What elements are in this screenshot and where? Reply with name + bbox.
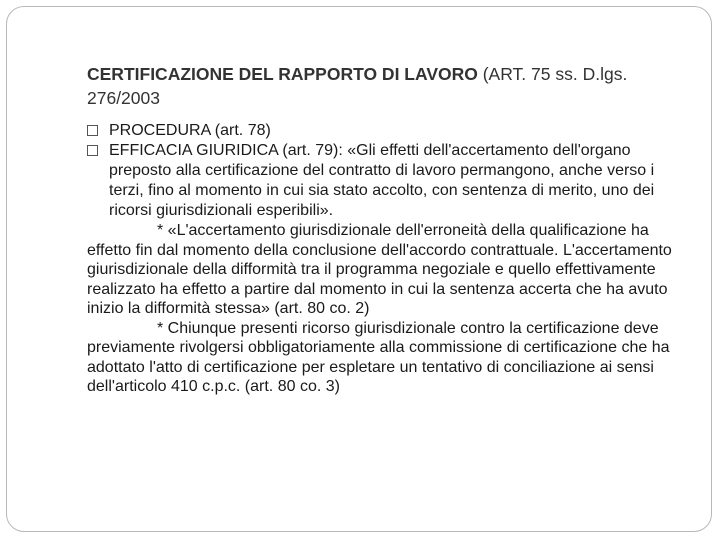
bullet-text: PROCEDURA (art. 78) [109, 122, 271, 139]
bullet-item-efficacia [87, 141, 687, 221]
bullet-item-procedura [87, 121, 687, 141]
slide-content [87, 62, 687, 397]
slide-title-reference: (ART. 75 ss. D.lgs. 276/2003 [87, 64, 628, 108]
square-bullet-icon [87, 145, 98, 156]
bullet-text: EFFICACIA GIURIDICA (art. 79): «Gli effetti dell'accertamento dell'organo preposto alla certificazione del contratto di lavoro permangono, anche verso i terzi, fino al momento in cui sia stato accolto, con sentenza di merito, uno dei ricorsi giurisdizionali esperibili». [109, 142, 655, 219]
paragraph-ricorso: * Chiunque presenti ricorso giurisdizionale contro la certificazione deve previamente rivolgersi obbligatoriamente alla commissione di certificazione che ha adottato l'atto di certificazione per espletare un tentativo di conciliazione ai sensi dell'articolo 410 c.p.c. (art. 80 co. 3) [87, 319, 670, 395]
slide-title [87, 62, 687, 110]
paragraph-accertamento: * «L'accertamento giurisdizionale dell'erroneità della qualificazione ha effetto fin dal momento della conclusione dell'accordo contrattuale. L'accertamento giurisdizionale della difformità tra il programma negoziale e quello effettivamente realizzato ha effetto a partire dal momento in cui la sentenza accerta che ha avuto inizio la difformità stessa» (art. 80 co. 2) [87, 222, 672, 317]
slide-title-main: CERTIFICAZIONE DEL RAPPORTO DI LAVORO [87, 64, 478, 84]
slide-frame [6, 6, 712, 532]
square-bullet-icon [87, 125, 98, 136]
